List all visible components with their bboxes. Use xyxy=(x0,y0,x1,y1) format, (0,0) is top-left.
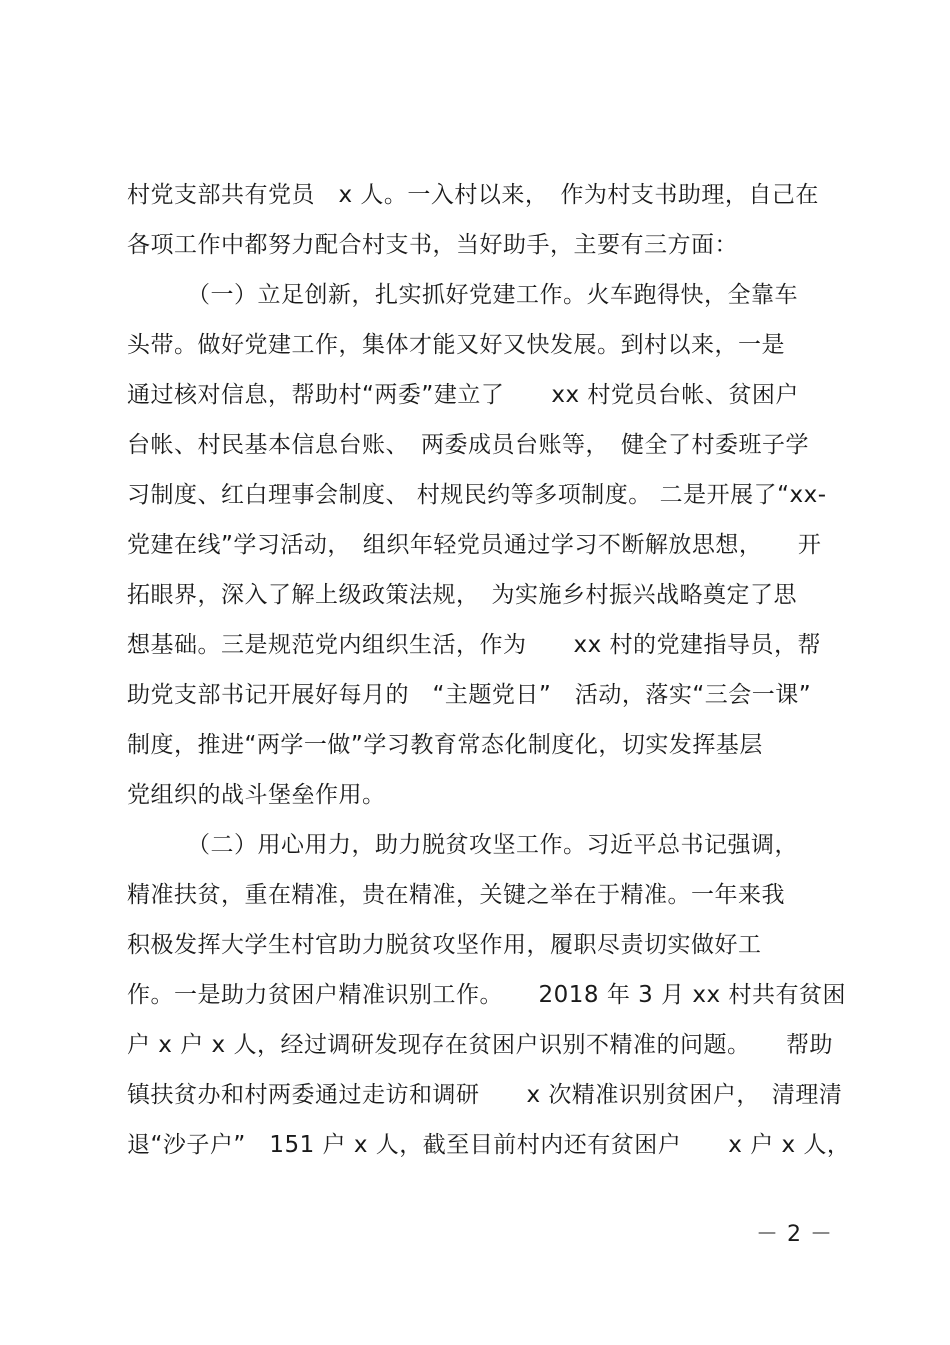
text-line: （二）用心用力，助力脱贫攻坚工作。习近平总书记强调， xyxy=(187,832,798,858)
text-line: 党建在线”学习活动， 组织年轻党员通过学习不断解放思想， 开 xyxy=(127,532,822,558)
text-line: 积极发挥大学生村官助力脱贫攻坚作用，履职尽责切实做好工 xyxy=(127,932,762,958)
text-line: 镇扶贫办和村两委通过走访和调研 x 次精准识别贫困户， 清理清 xyxy=(127,1082,843,1108)
text-line: 想基础。三是规范党内组织生活，作为 xx 村的党建指导员，帮 xyxy=(127,632,822,658)
text-line: 退“沙子户” 151 户 x 人，截至目前村内还有贫困户 x 户 x 人， xyxy=(127,1132,851,1158)
text-line: 台帐、村民基本信息台账、 两委成员台账等， 健全了村委班子学 xyxy=(127,432,809,458)
text-line: 各项工作中都努力配合村支书，当好助手，主要有三方面： xyxy=(127,232,738,258)
text-line: 精准扶贫，重在精准，贵在精准，关键之举在于精准。一年来我 xyxy=(127,882,785,908)
text-line: 头带。做好党建工作，集体才能又好又快发展。到村以来，一是 xyxy=(127,332,785,358)
text-line: 制度，推进“两学一做”学习教育常态化制度化，切实发挥基层 xyxy=(127,732,763,758)
text-line: 习制度、红白理事会制度、 村规民约等多项制度。 二是开展了“xx- xyxy=(127,482,827,508)
text-line: 拓眼界，深入了解上级政策法规， 为实施乡村振兴战略奠定了思 xyxy=(127,582,797,608)
text-line: 助党支部书记开展好每月的 “主题党日” 活动，落实“三会一课” xyxy=(127,682,812,708)
text-line: （一）立足创新，扎实抓好党建工作。火车跑得快，全靠车 xyxy=(187,282,798,308)
text-line: 户 x 户 x 人，经过调研发现存在贫困户识别不精准的问题。 帮助 xyxy=(127,1032,833,1058)
page-number: － 2 － xyxy=(756,1222,833,1247)
text-line: 通过核对信息，帮助村“两委”建立了 xx 村党员台帐、贫困户 xyxy=(127,382,799,408)
text-line: 村党支部共有党员 x 人。一入村以来， 作为村支书助理，自己在 xyxy=(127,182,819,208)
text-line: 作。一是助力贫困户精准识别工作。 2018 年 3 月 xx 村共有贫困 xyxy=(127,982,846,1008)
text-line: 党组织的战斗堡垒作用。 xyxy=(127,782,386,808)
